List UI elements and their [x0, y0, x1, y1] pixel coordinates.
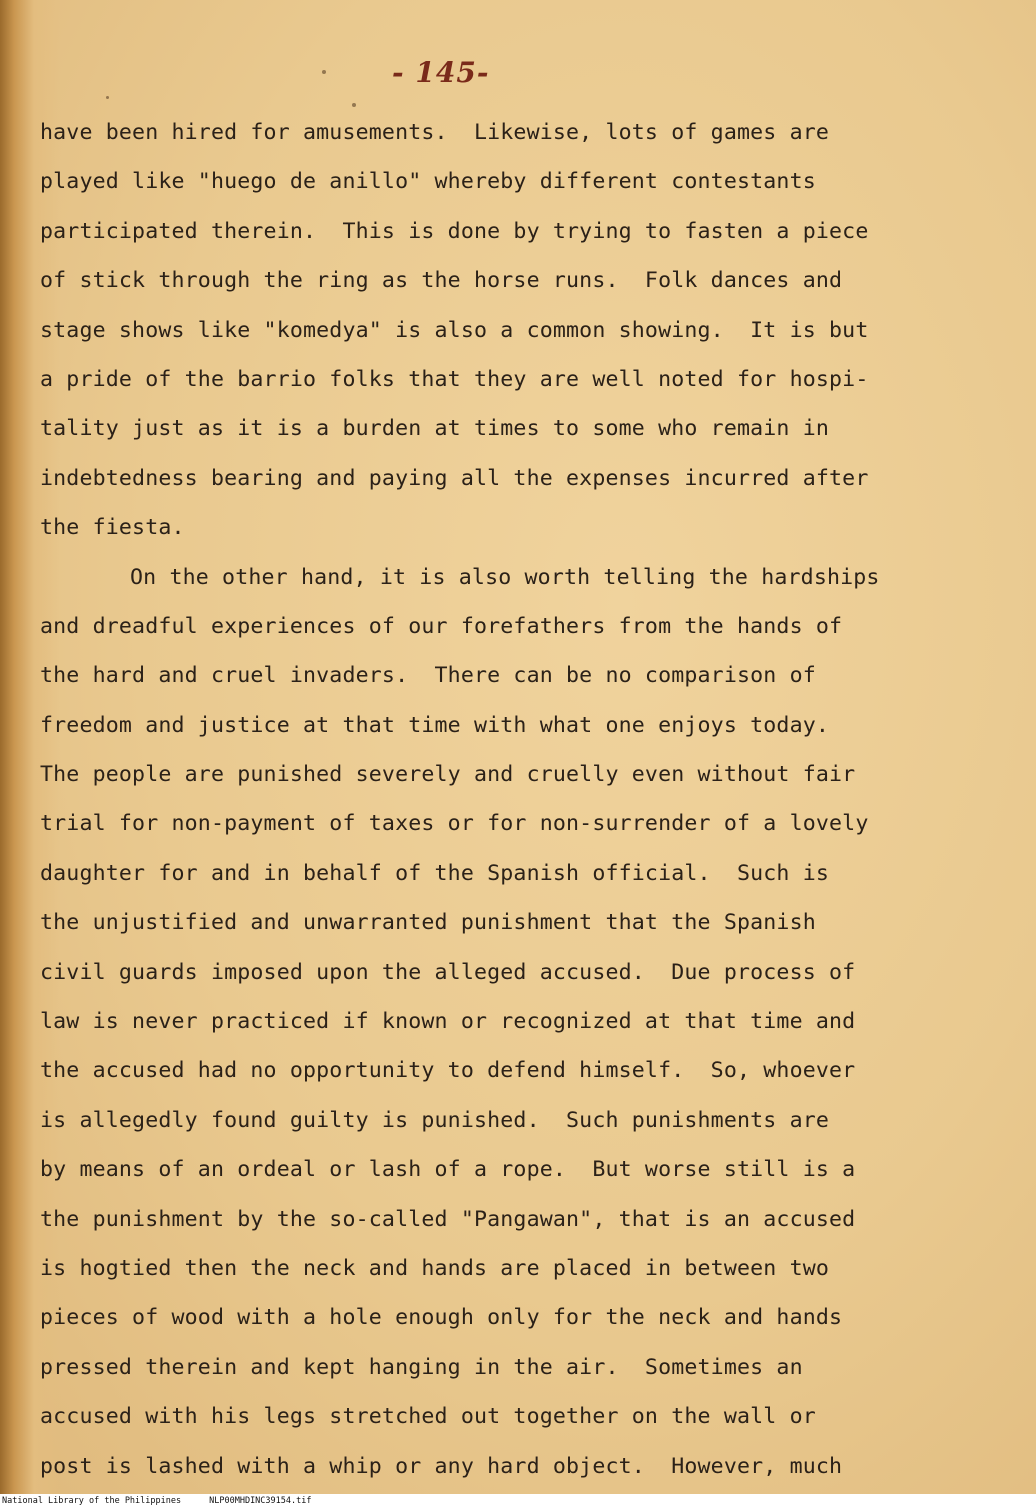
text-line: the punishment by the so-called "Pangawan", that is an accused [40, 1206, 856, 1232]
text-line: civil guards imposed upon the alleged accused. Due process of [40, 959, 856, 985]
ink-smudge [322, 70, 326, 74]
footer-filename: NLP00MHDINC39154.tif [209, 1496, 312, 1506]
footer-source: National Library of the Philippines [2, 1496, 182, 1506]
text-line: have been hired for amusements. Likewise, lots of games are [40, 120, 830, 145]
ink-smudge [352, 103, 356, 107]
text-line: post is lashed with a whip or any hard object. However, much [40, 1453, 843, 1479]
text-line: the fiesta. [40, 515, 185, 541]
text-line: the accused had no opportunity to defend himself. So, whoever [40, 1058, 856, 1084]
text-line: by means of an ordeal or lash of a rope. But worse still is a [40, 1157, 856, 1183]
text-line: law is never practiced if known or recognized at that time and [40, 1009, 856, 1035]
text-line: played like "huego de anillo" whereby different contestants [40, 169, 816, 195]
text-line: the hard and cruel invaders. There can be no comparison of [40, 663, 816, 689]
text-line: is hogtied then the neck and hands are placed in between two [40, 1255, 830, 1281]
text-line: of stick through the ring as the horse runs. Folk dances and [40, 268, 843, 294]
text-line: tality just as it is a burden at times to some who remain in [40, 416, 830, 442]
text-line: pieces of wood with a hole enough only for the neck and hands [40, 1305, 843, 1331]
page-number: - 145- [392, 56, 490, 89]
text-line: daughter for and in behalf of the Spanish official. Such is [40, 860, 830, 886]
text-line: and dreadful experiences of our forefathers from the hands of [40, 613, 843, 639]
text-line: is allegedly found guilty is punished. Such punishments are [40, 1107, 830, 1133]
text-line: trial for non-payment of taxes or for non-surrender of a lovely [40, 811, 869, 837]
text-line: The people are punished severely and cruelly even without fair [40, 762, 856, 788]
text-line: freedom and justice at that time with what one enjoys today. [40, 712, 830, 738]
text-line: pressed therein and kept hanging in the air. Sometimes an [40, 1354, 803, 1380]
typed-text-body [40, 108, 980, 1491]
text-line: stage shows like "komedya" is also a common showing. It is but [40, 317, 869, 343]
text-line: indebtedness bearing and paying all the expenses incurred after [40, 465, 869, 491]
text-line: accused with his legs stretched out together on the wall or [40, 1404, 816, 1430]
text-line: On the other hand, it is also worth telling the hardships [130, 564, 880, 590]
text-line: the unjustified and unwarranted punishment that the Spanish [40, 910, 816, 936]
text-line: a pride of the barrio folks that they are well noted for hospi- [40, 366, 869, 392]
text-line: participated therein. This is done by trying to fasten a piece [40, 218, 869, 244]
scan-footer [0, 1494, 1036, 1508]
ink-smudge [106, 96, 109, 99]
